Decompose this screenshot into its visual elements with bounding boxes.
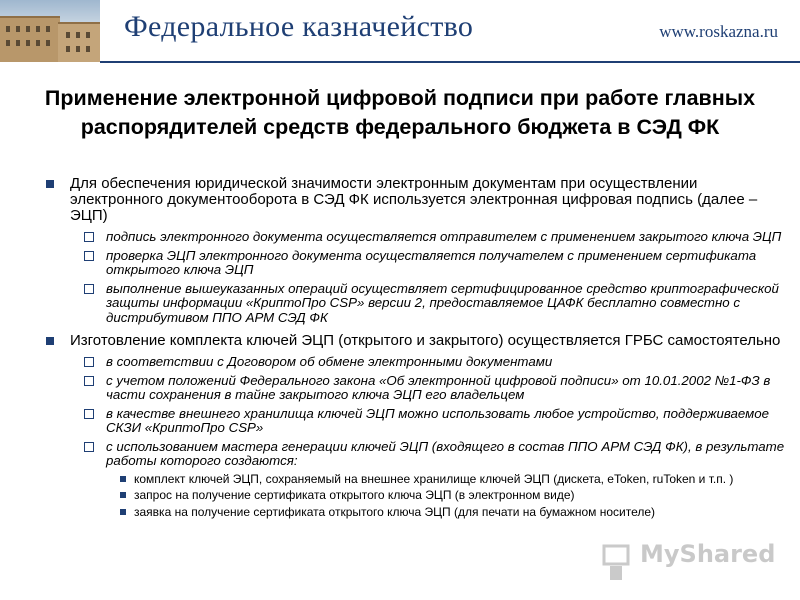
sub-bullet-item (84, 230, 790, 245)
small-square-bullet-icon (120, 509, 126, 515)
sub-sub-bullet-text: комплект ключей ЭЦП, сохраняемый на внешнее хранилище ключей ЭЦП (дискета, eToken, ruToken и т.п. ) (134, 471, 734, 486)
sub-bullet-item (84, 374, 790, 403)
window (66, 32, 70, 38)
small-square-bullet-icon (120, 476, 126, 482)
header-bar (0, 0, 800, 62)
sub-bullet-item (84, 440, 790, 469)
window (6, 40, 10, 46)
sub-bullet-text: подпись электронного документа осуществляется отправителем с применением закрытого ключа ЭЦП (106, 229, 782, 244)
window (76, 46, 80, 52)
square-bullet-icon (46, 180, 54, 188)
sub-bullet-text: с учетом положений Федерального закона «Об электронной цифровой подписи» от 10.01.2002 №1-ФЗ в части сохранения в тайне закрытого ключа ЭЦП его владельцем (106, 372, 771, 402)
window (36, 26, 40, 32)
small-square-bullet-icon (120, 492, 126, 498)
window (6, 26, 10, 32)
building-photo (0, 0, 100, 62)
header-url[interactable]: www.roskazna.ru (659, 22, 778, 41)
window (26, 40, 30, 46)
sub-sub-bullet-item (120, 489, 790, 503)
bullet-item-1 (44, 176, 790, 224)
sub-sub-bullet-text: заявка на получение сертификата открытого ключа ЭЦП (для печати на бумажном носителе) (134, 504, 656, 519)
window (86, 46, 90, 52)
sub-sub-bullet-item (120, 473, 790, 487)
hollow-square-bullet-icon (84, 284, 94, 294)
building-left (0, 16, 60, 62)
header-divider (100, 61, 800, 63)
sub-bullet-text: с использованием мастера генерации ключей ЭЦП (входящего в состав ППО АРМ СЭД ФК), в результате работы которого создаются: (106, 438, 785, 468)
watermark-text: MyShared (640, 540, 776, 568)
header-title: Федеральное казначейство (124, 10, 474, 43)
bullet-item-2 (44, 333, 790, 349)
window (36, 40, 40, 46)
sub-bullet-item (84, 355, 790, 370)
sub-sub-bullet-text: запрос на получение сертификата открытого ключа ЭЦП (в электронном виде) (134, 488, 575, 502)
sub-bullet-text: в соответствии с Договором об обмене электронными документами (106, 354, 553, 369)
hollow-square-bullet-icon (84, 409, 94, 419)
window (66, 46, 70, 52)
bullet-text: Изготовление комплекта ключей ЭЦП (открытого и закрытого) осуществляется ГРБС самостоятельно (70, 332, 781, 349)
hollow-square-bullet-icon (84, 251, 94, 261)
window (86, 32, 90, 38)
square-bullet-icon (46, 337, 54, 345)
sub-sub-bullet-item (120, 506, 790, 520)
window (26, 26, 30, 32)
slide-content (44, 176, 790, 522)
hollow-square-bullet-icon (84, 442, 94, 452)
hollow-square-bullet-icon (84, 357, 94, 367)
bullet-text: Для обеспечения юридической значимости электронным документам при осуществлении электронного документооборота в СЭД ФК используется электронная цифровая подпись (далее – ЭЦП) (70, 175, 758, 224)
sub-bullet-text: выполнение вышеуказанных операций осуществляет сертифицированное средство криптографической защиты информации «КриптоПро CSP» версии 2, предоставляемое ЦАФК бесплатно совместно с дистрибутивом ППО АРМ СЭД ФК (106, 280, 779, 325)
sub-bullet-text: в качестве внешнего хранилища ключей ЭЦП можно использовать любое устройство, поддерживаемое СКЗИ «КриптоПро CSP» (106, 405, 770, 435)
hollow-square-bullet-icon (84, 232, 94, 242)
building-right (58, 22, 100, 62)
sub-bullet-text: проверка ЭЦП электронного документа осуществляется получателем с применением сертификата открытого ключа ЭЦП (106, 247, 757, 277)
window (76, 32, 80, 38)
window (16, 40, 20, 46)
hollow-square-bullet-icon (84, 376, 94, 386)
sub-bullet-item (84, 282, 790, 326)
window (46, 26, 50, 32)
sub-bullet-item (84, 407, 790, 436)
window (46, 40, 50, 46)
sub-bullet-item (84, 249, 790, 278)
window (16, 26, 20, 32)
slide-title: Применение электронной цифровой подписи при работе главных распорядителей средств федерального бюджета в СЭД ФК (44, 86, 756, 139)
